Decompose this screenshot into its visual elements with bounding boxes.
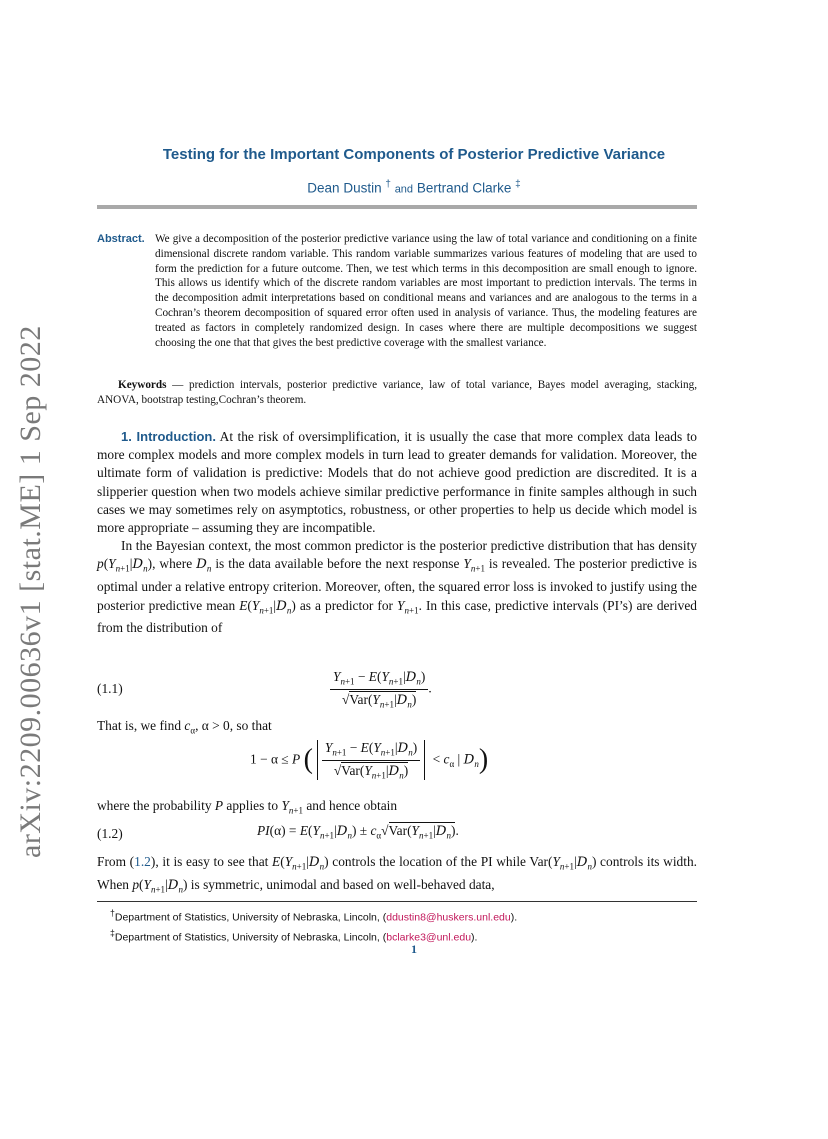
introduction-section (97, 428, 697, 638)
paper-title: Testing for the Important Components of Posterior Predictive Variance (162, 146, 666, 163)
keywords (97, 378, 697, 408)
keywords-label: Keywords (118, 379, 167, 391)
page-number: 1 (411, 942, 417, 956)
paragraph: From (1.2), it is easy to see that $E(Y_{n+1}|D_n)$ controls the location of the PI while $Var(Y_{n+1}|D_n)$ controls its width. When $p(Y_{n+1}|D_n)$ is symmetric, unimodal and based on well-behaved data, (97, 854, 698, 895)
equation-inequality: 1 − α ≤ P ( $\frac{Y_{n+1} - E(Y_{n+1}|D_n)}{√Var(Y_{n+1}|D_n)}$ < $c_\alpha$ | $D_n$) (250, 740, 489, 781)
author-line (0, 179, 828, 196)
footnote-rule (97, 901, 697, 902)
footnote: †Department of Statistics, University of Nebraska, Lincoln, (ddustin8@huskers.unl.edu). (110, 908, 518, 924)
equation-number: (1.1) (97, 681, 123, 696)
footnote: ‡Department of Statistics, University of Nebraska, Lincoln, (bclarke3@unl.edu). (110, 927, 478, 943)
author-conjunction: and (394, 183, 414, 196)
abstract (97, 232, 697, 350)
arxiv-identifier: arXiv:2209.00636v1 [stat.ME] 1 Sep 2022 (14, 325, 47, 858)
email-link[interactable]: ddustin8@huskers.unl.edu (386, 911, 511, 924)
keywords-text: — prediction intervals, posterior predictive variance, law of total variance, Bayes model averaging, stacking, ANOVA, bootstrap testing,Cochran’s theorem. (97, 379, 697, 406)
paragraph: 1. Introduction. At the risk of oversimplification, it is usually the case that more complex data leads to more complex models and more complex models in turn lead to greater demands for validation. Moreover, the ultimate form of validation is predictive: Models that do not achieve good prediction are discredited. It is a slipperier question when two models achieve similar predictive performance in finite samples although in such cases we may sometimes rely on asymptotics, robustness, or other properties to help us decide which model is more appropriate – assuming they are incompatible. (97, 429, 697, 536)
paragraph: In the Bayesian context, the most common predictor is the posterior predictive distribution that has density $p(Y_{n+1}|D_n)$, where $D_n$ is the data available before the next response $Y_{n+1}$ is revealed. The posterior predictive is optimal under a relative entropy criterion. Moreover, often, the squared error loss is invoked to justify using the posterior predictive mean $E(Y_{n+1}|D_n)$ as a predictor for $Y_{n+1}$. In this case, predictive intervals (PI’s) are derived from the distribution of (97, 538, 698, 636)
title-rule (97, 205, 697, 209)
email-link[interactable]: bclarke3@unl.edu (386, 931, 472, 943)
footnotes (110, 906, 517, 945)
footnote-mark: † (385, 179, 391, 190)
equation-number: (1.2) (97, 826, 123, 841)
equation-reference-link[interactable]: 1.2 (134, 854, 151, 869)
section-heading: 1. Introduction. (121, 429, 216, 444)
abstract-label: Abstract. (97, 233, 145, 245)
text-line: where the probability P applies to $Y_{n+1}$ and hence obtain (97, 798, 398, 816)
author-name: Bertrand Clarke (416, 180, 512, 196)
equation-1-2: $PI(\alpha) = E(Y_{n+1}|D_n) \pm c_\alpha√Var(Y_{n+1}|D_n)$. (257, 823, 459, 841)
abstract-text: We give a decomposition of the posterior predictive variance using the law of total variance and conditioning on a finite dimensional discrete random variable. This random variable summarizes various features of modeling that are used to form the prediction for a future outcome. Then, we test which terms in this decomposition are small enough to ignore. This allows us identify which of the discrete random variables are most important to prediction intervals. The terms in the decomposition admit interpretations based on conditional means and variances and are analogous to the terms in a Cochran’s theorem decomposition of squared error often used in analysis of variance. Thus, the modeling features are treated as factors in completely randomized design. In cases where there are multiple decompositions we suggest choosing the one that that gives the best predictive coverage with the smallest variance. (155, 233, 697, 349)
equation-1-1: $\frac{Y_{n+1} - E(Y_{n+1}|D_n)}{√Var(Y_{n+1}|D_n)}$ . (330, 669, 432, 709)
text-line: That is, we find $c_\alpha$, α > 0, so that (97, 718, 272, 736)
author-name: Dean Dustin (307, 180, 382, 196)
footnote-mark: ‡ (515, 179, 521, 190)
